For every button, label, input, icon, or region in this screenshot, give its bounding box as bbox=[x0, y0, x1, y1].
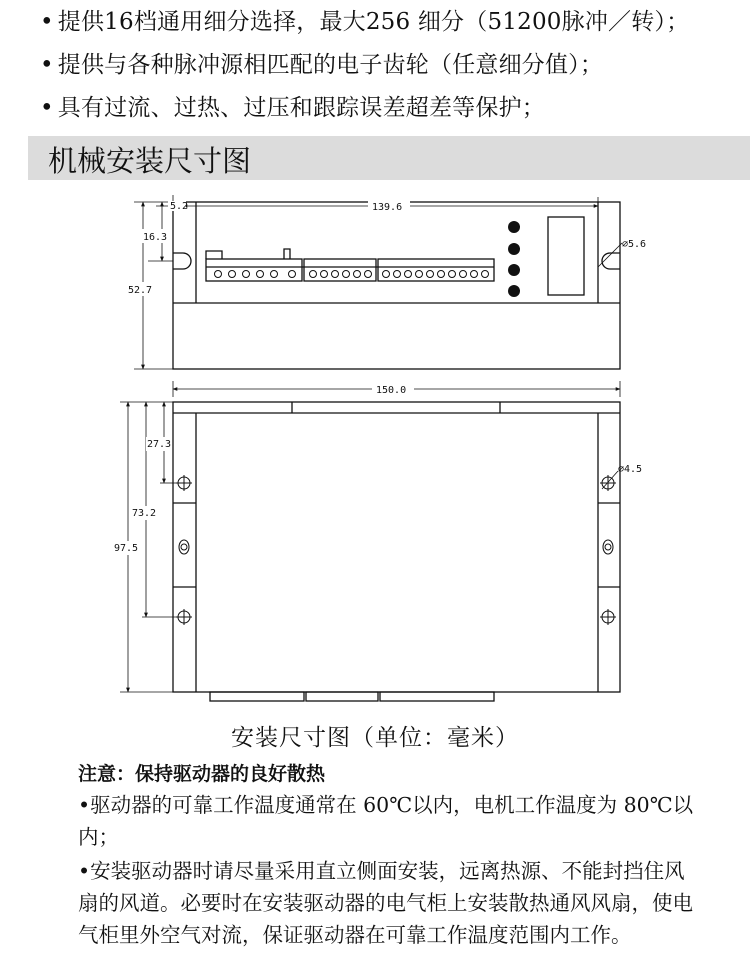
bullet-marker: • bbox=[40, 52, 54, 78]
bullet-marker: • bbox=[40, 95, 54, 121]
feature-bullet-1 bbox=[40, 3, 689, 36]
feature-text-2: 提供与各种脉冲源相匹配的电子齿轮（任意细分值）； bbox=[57, 52, 604, 78]
feature-bullet-3 bbox=[40, 89, 545, 122]
bullet-marker: • bbox=[40, 9, 54, 35]
mechanical-drawing bbox=[0, 185, 750, 715]
feature-bullet-2 bbox=[40, 46, 603, 79]
dim-label-hole-5-6: ⌀5.6 bbox=[622, 239, 647, 250]
section-title: 机械安装尺寸图 bbox=[48, 144, 252, 178]
feature-text-3: 具有过流、过热、过压和跟踪误差超差等保护； bbox=[57, 95, 545, 121]
note-paragraph-2: •安装驱动器时请尽量采用直立侧面安装，远离热源、不能封挡住风扇的风道。必要时在安装驱动器的电气柜上安装散热通风风扇，使电气柜里外空气对流，保证驱动器在可靠工作温度范围内工作。 bbox=[78, 859, 693, 947]
dim-label-27-3: 27.3 bbox=[147, 439, 172, 450]
drawing-caption: 安装尺寸图（单位：毫米） bbox=[231, 725, 519, 751]
dim-label-hole-4-5: ⌀4.5 bbox=[618, 464, 643, 475]
note-paragraph-1: •驱动器的可靠工作温度通常在 60℃以内，电机工作温度为 80℃以内； bbox=[78, 793, 694, 849]
feature-text-1: 提供16档通用细分选择，最大256 细分（51200脉冲／转）； bbox=[57, 9, 690, 35]
dim-label-52-7: 52.7 bbox=[128, 285, 153, 296]
mounting-holes bbox=[176, 475, 616, 625]
front-view bbox=[173, 402, 620, 701]
top-view-dimensions bbox=[134, 195, 622, 397]
front-view-dimensions bbox=[120, 402, 618, 692]
dim-label-5-2: 5.2 bbox=[170, 201, 189, 212]
display-window bbox=[548, 217, 584, 295]
top-view bbox=[173, 202, 620, 369]
dim-label-73-2: 73.2 bbox=[132, 508, 157, 519]
dim-label-97-5: 97.5 bbox=[114, 543, 139, 554]
dim-label-150: 150.0 bbox=[376, 385, 407, 396]
note-title: 注意：保持驱动器的良好散热 bbox=[78, 763, 326, 785]
section-header bbox=[28, 136, 750, 180]
led-indicators bbox=[508, 221, 520, 297]
dim-label-16-3: 16.3 bbox=[143, 232, 168, 243]
dim-label-139-6: 139.6 bbox=[372, 202, 403, 213]
